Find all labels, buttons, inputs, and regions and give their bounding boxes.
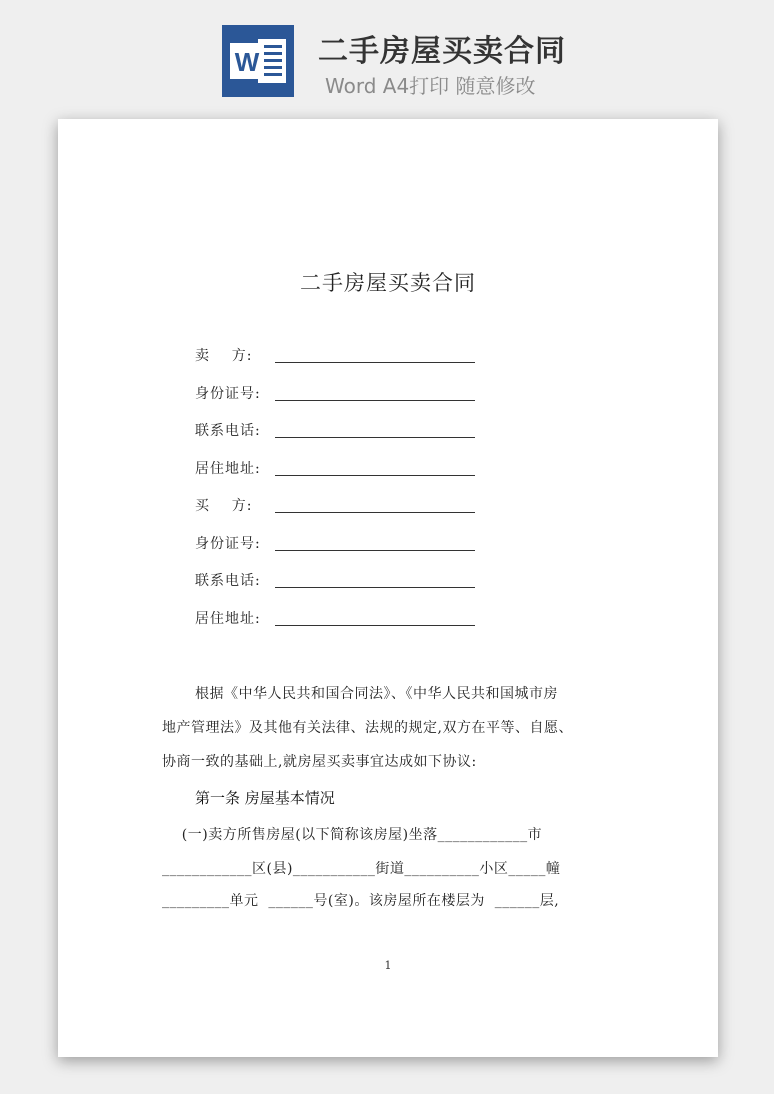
blank-line[interactable] [275, 550, 475, 551]
section-heading: 第一条 房屋基本情况 [195, 789, 335, 807]
section-body-line: (一)卖方所售房屋(以下简称该房屋)坐落____________市 [162, 827, 543, 843]
field-label: 居住地址: [195, 461, 261, 477]
document-title: 二手房屋买卖合同 [300, 271, 476, 295]
banner-subtitle: Word A4打印 随意修改 [325, 74, 536, 98]
blank-line[interactable] [275, 437, 475, 438]
field-label: 联系电话: [195, 423, 261, 439]
field-label: 联系电话: [195, 573, 261, 589]
section-body-line: _________单元 ______号(室)。该房屋所在楼层为 ______层, [162, 893, 560, 909]
field-label: 卖 方: [195, 348, 253, 364]
blank-line[interactable] [275, 475, 475, 476]
blank-line[interactable] [275, 625, 475, 626]
blank-line[interactable] [275, 587, 475, 588]
preamble-line: 地产管理法》及其他有关法律、法规的规定,双方在平等、自愿、 [162, 720, 573, 736]
blank-line[interactable] [275, 400, 475, 401]
section-body-line: ____________区(县)___________街道__________小区_____幢 [162, 861, 561, 877]
field-label: 居住地址: [195, 611, 261, 627]
banner-title: 二手房屋买卖合同 [318, 34, 566, 69]
preamble-line: 根据《中华人民共和国合同法》、《中华人民共和国城市房 [195, 686, 558, 702]
blank-line[interactable] [275, 512, 475, 513]
document-page [58, 119, 718, 1057]
word-icon-letter: W [234, 47, 260, 77]
blank-line[interactable] [275, 362, 475, 363]
banner-header [0, 0, 774, 110]
field-label: 买 方: [195, 498, 253, 514]
word-document-icon [222, 25, 294, 97]
field-label: 身份证号: [195, 386, 261, 402]
field-label: 身份证号: [195, 536, 261, 552]
preamble-line: 协商一致的基础上,就房屋买卖事宜达成如下协议: [162, 754, 477, 770]
page-number: 1 [384, 959, 392, 972]
